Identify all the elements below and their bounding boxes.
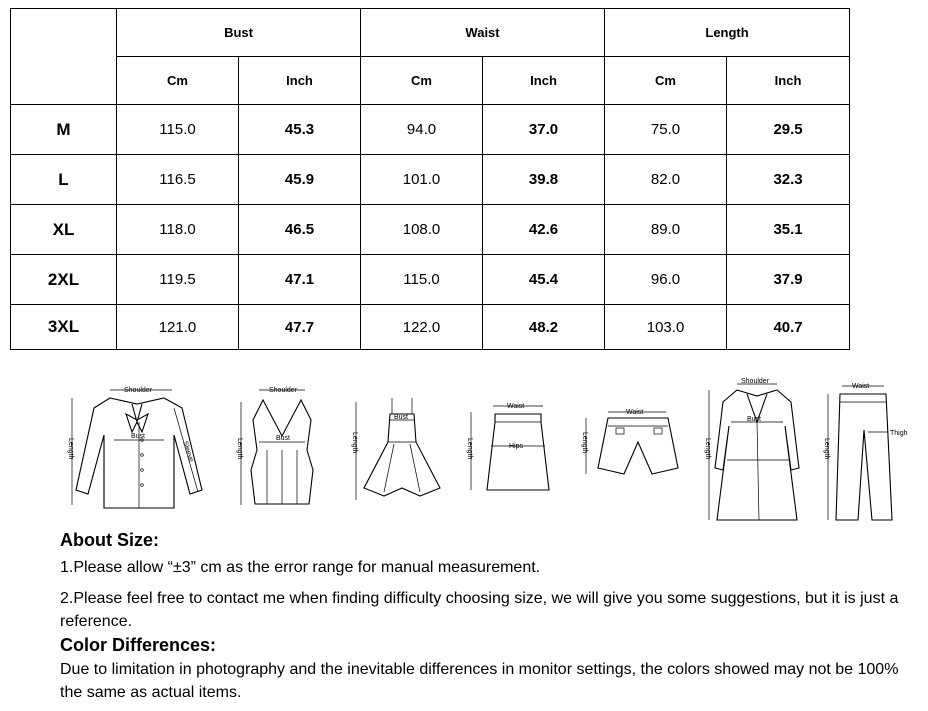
length-cm-cell: 89.0 — [605, 205, 727, 255]
waist-inch-cell: 39.8 — [483, 155, 605, 205]
waist-cm-cell: 101.0 — [361, 155, 483, 205]
waist-label: Waist — [507, 403, 525, 410]
table-row — [11, 155, 850, 205]
waist-cm-cell: 94.0 — [361, 105, 483, 155]
about-size-title: About Size: — [60, 530, 159, 550]
length-inch-cell: 37.9 — [727, 255, 850, 305]
color-differences-title: Color Differences: — [60, 635, 217, 655]
thigh-label: Thigh — [890, 430, 908, 437]
coat-diagram — [703, 376, 803, 526]
corner-cell — [11, 9, 117, 105]
length-label: Length — [466, 438, 473, 460]
unit-header: Inch — [483, 57, 605, 105]
length-label: Length — [704, 438, 711, 460]
bust-cm-cell: 119.5 — [117, 255, 239, 305]
length-inch-cell: 29.5 — [727, 105, 850, 155]
bust-cm-cell: 115.0 — [117, 105, 239, 155]
pants-diagram — [822, 380, 917, 525]
unit-header: Cm — [361, 57, 483, 105]
waist-inch-cell: 37.0 — [483, 105, 605, 155]
waist-cm-cell: 115.0 — [361, 255, 483, 305]
waist-inch-cell: 48.2 — [483, 305, 605, 350]
bust-inch-cell: 47.1 — [239, 255, 361, 305]
length-cm-cell: 82.0 — [605, 155, 727, 205]
size-label: XL — [11, 205, 117, 255]
bust-inch-cell: 45.3 — [239, 105, 361, 155]
table-row — [11, 255, 850, 305]
unit-header: Inch — [727, 57, 850, 105]
unit-header: Inch — [239, 57, 361, 105]
bust-label: Bust — [131, 433, 146, 440]
table-group-header-row — [11, 9, 850, 57]
unit-header: Cm — [605, 57, 727, 105]
bust-cm-cell: 118.0 — [117, 205, 239, 255]
bust-label: Bust — [394, 414, 409, 421]
dress-diagram — [350, 392, 445, 507]
shirt-diagram — [62, 380, 212, 515]
bust-inch-cell: 46.5 — [239, 205, 361, 255]
length-label: Length — [67, 438, 74, 460]
waist-inch-cell: 45.4 — [483, 255, 605, 305]
length-cm-cell: 103.0 — [605, 305, 727, 350]
vest-diagram — [233, 380, 333, 515]
bust-cm-cell: 121.0 — [117, 305, 239, 350]
size-label: 3XL — [11, 305, 117, 350]
waist-cm-cell: 122.0 — [361, 305, 483, 350]
measurement-illustrations — [0, 372, 928, 527]
bust-inch-cell: 45.9 — [239, 155, 361, 205]
about-size-note-1: 1.Please allow “±3” cm as the error range for manual measurement. — [60, 559, 541, 576]
group-header-bust: Bust — [117, 9, 361, 57]
size-chart-table — [10, 8, 850, 350]
length-inch-cell: 40.7 — [727, 305, 850, 350]
table-unit-header-row — [11, 57, 850, 105]
size-label: 2XL — [11, 255, 117, 305]
color-differences-text: Due to limitation in photography and the inevitable differences in monitor settings, the colors showed may not be 100% the same as actual items. — [60, 661, 899, 701]
length-label: Length — [351, 432, 358, 454]
shoulder-label: Shoulder — [124, 387, 153, 394]
length-inch-cell: 32.3 — [727, 155, 850, 205]
size-label: M — [11, 105, 117, 155]
length-inch-cell: 35.1 — [727, 205, 850, 255]
bust-inch-cell: 47.7 — [239, 305, 361, 350]
length-label: Length — [236, 438, 243, 460]
table-row — [11, 105, 850, 155]
unit-header: Cm — [117, 57, 239, 105]
about-size-note-2: 2.Please feel free to contact me when finding difficulty choosing size, we will give you some suggestions, but it is just a reference. — [60, 590, 899, 630]
waist-cm-cell: 108.0 — [361, 205, 483, 255]
length-cm-cell: 96.0 — [605, 255, 727, 305]
length-cm-cell: 75.0 — [605, 105, 727, 155]
waist-label: Waist — [852, 383, 870, 390]
shoulder-label: Shoulder — [741, 378, 770, 385]
size-label: L — [11, 155, 117, 205]
table-row — [11, 205, 850, 255]
group-header-waist: Waist — [361, 9, 605, 57]
table-row — [11, 305, 850, 350]
waist-label: Waist — [626, 409, 644, 416]
hips-label: Hips — [509, 443, 524, 450]
shorts-diagram — [580, 404, 685, 484]
bust-label: Bust — [747, 416, 762, 423]
length-label: Length — [823, 438, 830, 460]
skirt-diagram — [463, 398, 558, 498]
bust-label: Bust — [276, 435, 291, 442]
shoulder-label: Shoulder — [269, 387, 298, 394]
waist-inch-cell: 42.6 — [483, 205, 605, 255]
bust-cm-cell: 116.5 — [117, 155, 239, 205]
length-label: Length — [581, 432, 588, 454]
group-header-length: Length — [605, 9, 850, 57]
sleeve-label: Sleeve — [181, 440, 195, 463]
